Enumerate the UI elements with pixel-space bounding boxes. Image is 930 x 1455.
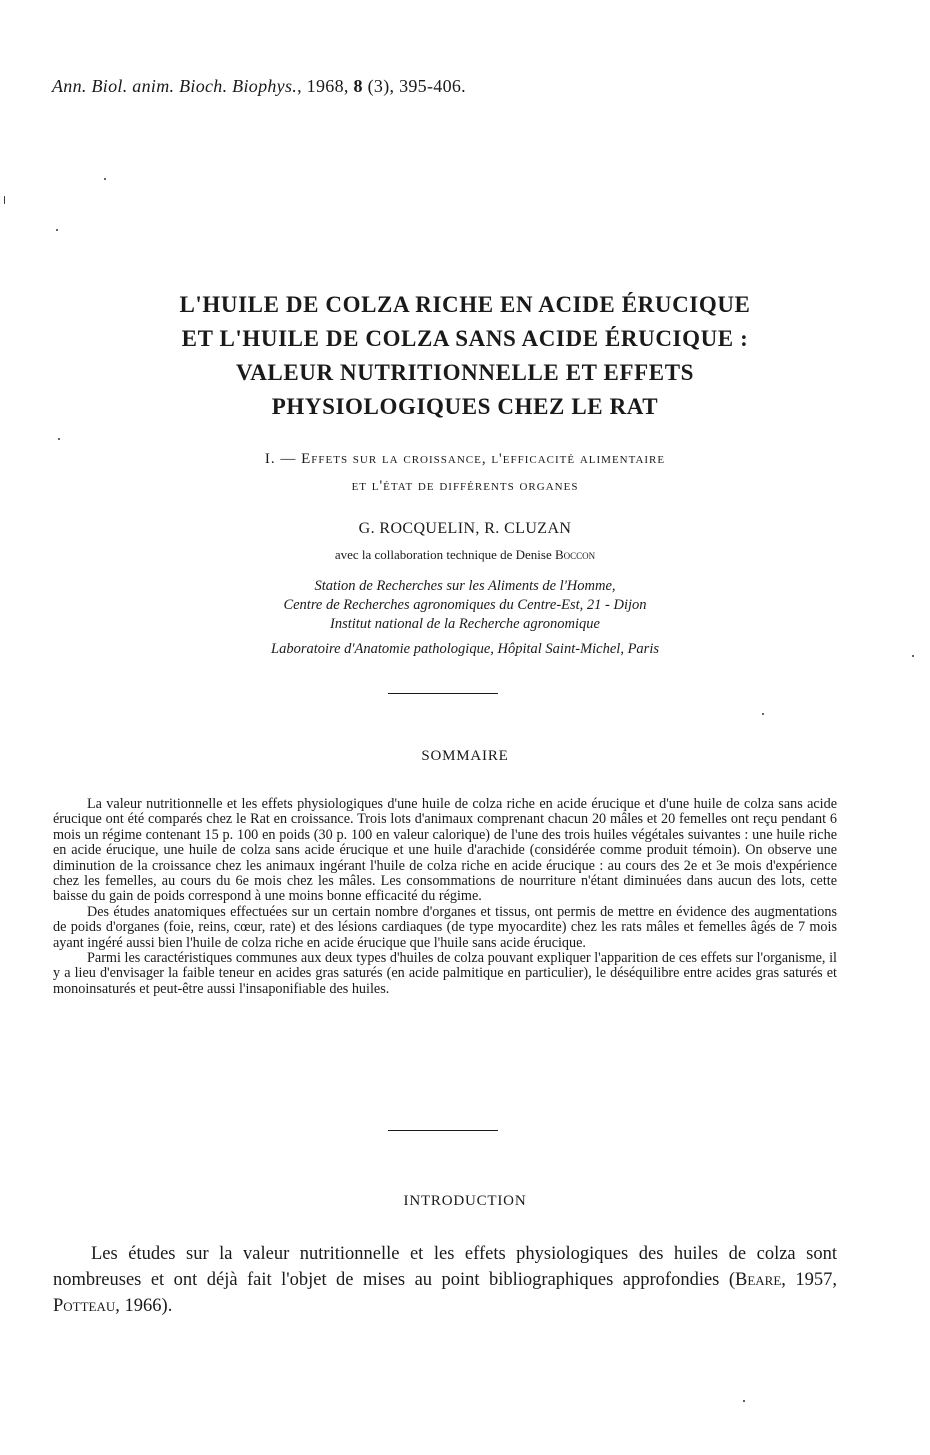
section-divider [388,693,498,694]
collaboration-prefix: avec la collaboration technique de Denise [334,547,555,562]
authors: G. ROCQUELIN, R. CLUZAN [358,520,572,537]
introduction-body [53,1241,837,1319]
scan-speck [743,1400,745,1402]
scan-speck [58,438,60,440]
article-subtitle [60,446,870,500]
reference-year: , 1957, [781,1270,838,1290]
affiliation-line: Centre de Recherches agronomiques du Centre-Est, 21 - Dijon [283,597,647,613]
title-line: VALEUR NUTRITIONNELLE ET EFFETS [235,360,695,385]
reference-author: Potteau [53,1296,116,1316]
subtitle-line: et l'état de différents organes [351,478,579,494]
introduction-paragraph [53,1241,837,1319]
summary-paragraph: La valeur nutritionnelle et les effets physiologiques d'une huile de colza riche en acide érucique et d'une huile de colza sans acide érucique ont été comparés chez le Rat en croissance. Trois lots d'animaux comprenant chacun 20 mâles et 20 femelles ont reçu pendant 6 mois un régime contenant 15 p. 100 en poids (30 p. 100 en valeur calorique) de l'une des trois huiles végétales suivantes : une huile riche en acide érucique, une huile de colza sans acide érucique et une huile d'arachide (considérée comme produit témoin). On observe une diminution de la croissance chez les animaux ingérant l'huile de colza riche en acide érucique : au cours des 2e et 3e mois d'expérience chez les femelles, au cours du 6e mois chez les mâles. Les consommations de nourriture n'étant diminuées dans aucun des lots, cette baisse du gain de poids correspond à une moins bonne efficacité du régime. [53,796,837,905]
section-divider [388,1130,498,1131]
title-line: PHYSIOLOGIQUES CHEZ LE RAT [271,394,659,419]
scan-speck [56,229,58,231]
reference-year: , 1966). [115,1296,173,1316]
journal-citation [52,76,466,97]
scan-speck [762,713,764,715]
journal-volume: 8 [353,76,363,96]
summary-paragraph: Des études anatomiques effectuées sur un certain nombre d'organes et tissus, ont permis de mettre en évidence des augmentations de poids d'organes (foie, reins, cœur, rate) et des lésions cardiaques (de type myocardite) chez les rats mâles et femelles âgés de 7 mois ayant ingéré aussi bien l'huile de colza riche en acide érucique que l'huile sans acide érucique. [53,903,837,951]
affiliation-line: Laboratoire d'Anatomie pathologique, Hôpital Saint-Michel, Paris [271,641,659,657]
journal-name: Ann. Biol. anim. Bioch. Biophys. [52,76,298,96]
reference-author: Beare [735,1270,782,1290]
introduction-heading: INTRODUCTION [403,1193,527,1209]
summary-paragraph: Parmi les caractéristiques communes aux deux types d'huiles de colza pouvant expliquer l'apparition de ces effets sur l'organisme, il y a lieu d'envisager la faible teneur en acides gras saturés (en acide palmitique en particulier), le déséquilibre entre acides gras saturés et monoinsaturés et peut-être aussi l'insaponifiable des huiles. [53,950,837,997]
collaborator-name: Boccon [555,547,596,562]
title-line: L'HUILE DE COLZA RICHE EN ACIDE ÉRUCIQUE [179,292,751,317]
summary-heading: SOMMAIRE [421,748,509,764]
scan-speck [104,178,106,180]
summary-body [53,797,837,997]
journal-year: , 1968, [297,76,354,96]
affiliation-line: Institut national de la Recherche agronomique [330,616,600,632]
journal-issue-pages: (3), 395-406. [362,76,466,96]
intro-text: Les études sur la valeur nutritionnelle et les effets physiologiques des huiles de colza sont nombreuses et ont déjà fait l'objet de mises au point bibliographiques approfondies ( [53,1244,837,1290]
affiliations [0,577,930,659]
scan-speck [912,655,914,657]
title-line: ET L'HUILE DE COLZA SANS ACIDE ÉRUCIQUE : [181,326,749,351]
scan-speck [4,196,5,204]
collaboration-note [0,547,930,563]
affiliation-line: Station de Recherches sur les Aliments de l'Homme, [314,578,616,594]
article-title [60,288,870,424]
subtitle-line: I. — Effets sur la croissance, l'efficacité alimentaire [264,451,666,467]
